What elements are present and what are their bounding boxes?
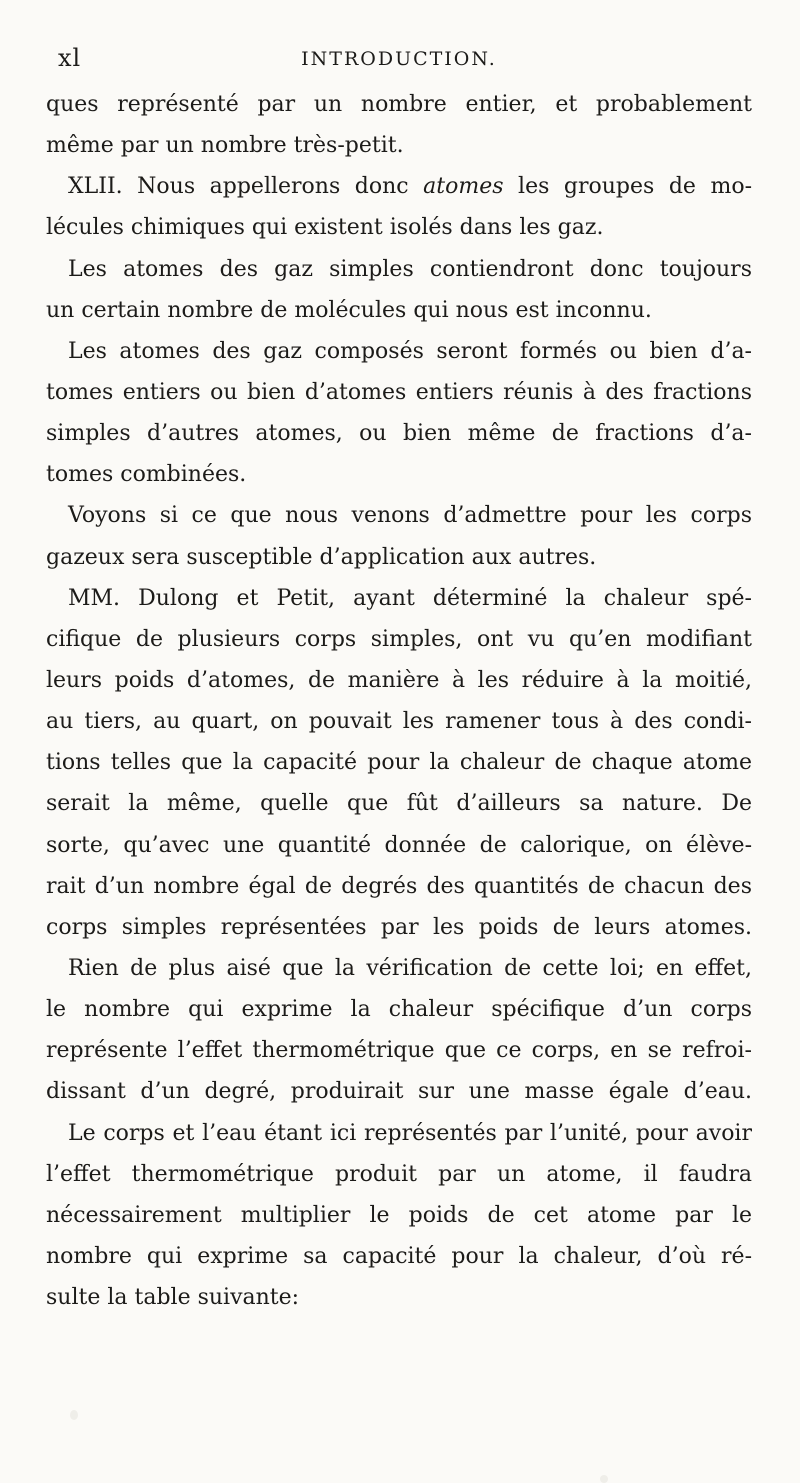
text-line: tions telles que la capacité pour la chaleur de chaque atome bbox=[46, 750, 752, 776]
text-line: l’effet thermométrique produit par un atome, il faudra bbox=[46, 1161, 752, 1187]
text-line: ques représenté par un nombre entier, et probablement bbox=[46, 92, 752, 117]
text-line bbox=[46, 166, 752, 207]
text-line: Voyons si ce que nous venons d’admettre pour les corps bbox=[68, 503, 752, 529]
text-line: serait la même, quelle que fût d’ailleurs sa nature. De bbox=[46, 791, 752, 817]
text-line: le nombre qui exprime la chaleur spécifique d’un corps bbox=[46, 997, 752, 1023]
text-line: Rien de plus aisé que la vérification de cette loi; en effet, bbox=[68, 955, 752, 981]
text-line: nombre qui exprime sa capacité pour la chaleur, d’où ré- bbox=[46, 1243, 752, 1269]
italic-term: atomes bbox=[423, 174, 504, 200]
text-line: tomes combinées. bbox=[46, 462, 247, 488]
text-line: Les atomes des gaz composés seront formés ou bien d’a- bbox=[68, 338, 752, 364]
body-text bbox=[46, 84, 752, 1318]
text-line: corps simples représentées par les poids de leurs atomes. bbox=[46, 914, 752, 940]
paper-stain bbox=[600, 1475, 608, 1483]
text-line: Les atomes des gaz simples contiendront donc toujours bbox=[68, 256, 752, 282]
text-line: tomes entiers ou bien d’atomes entiers réunis à des fractions bbox=[46, 379, 752, 405]
text-fragment: les groupes de mo- bbox=[518, 174, 752, 200]
text-line: nécessairement multiplier le poids de cet atome par le bbox=[46, 1202, 752, 1228]
text-line: sulte la table suivante: bbox=[46, 1285, 300, 1311]
page-header bbox=[46, 44, 752, 80]
text-line: sorte, qu’avec une quantité donnée de calorique, on élève- bbox=[46, 832, 752, 858]
running-head: INTRODUCTION. bbox=[301, 48, 497, 70]
text-line: MM. Dulong et Petit, ayant déterminé la chaleur spé- bbox=[68, 585, 752, 611]
text-line: lécules chimiques qui existent isolés dans les gaz. bbox=[46, 215, 604, 241]
text-line: un certain nombre de molécules qui nous est inconnu. bbox=[46, 297, 652, 323]
text-line: représente l’effet thermométrique que ce corps, en se refroi- bbox=[46, 1038, 752, 1064]
text-line: cifique de plusieurs corps simples, ont vu qu’en modifiant bbox=[46, 626, 752, 652]
text-line: au tiers, au quart, on pouvait les ramener tous à des condi- bbox=[46, 709, 752, 735]
page-number: xl bbox=[58, 44, 82, 72]
text-line: même par un nombre très-petit. bbox=[46, 133, 404, 159]
text-line: leurs poids d’atomes, de manière à les réduire à la moitié, bbox=[46, 667, 752, 693]
text-line: rait d’un nombre égal de degrés des quantités de chacun des bbox=[46, 873, 752, 899]
text-line: gazeux sera susceptible d’application aux autres. bbox=[46, 544, 597, 570]
text-line: dissant d’un degré, produirait sur une masse égale d’eau. bbox=[46, 1079, 752, 1105]
text-line: Le corps et l’eau étant ici représentés par l’unité, pour avoir bbox=[68, 1120, 752, 1146]
paper-stain bbox=[70, 1410, 78, 1420]
text-line: simples d’autres atomes, ou bien même de fractions d’a- bbox=[46, 421, 752, 447]
text-fragment: XLII. Nous appellerons donc bbox=[68, 174, 409, 200]
